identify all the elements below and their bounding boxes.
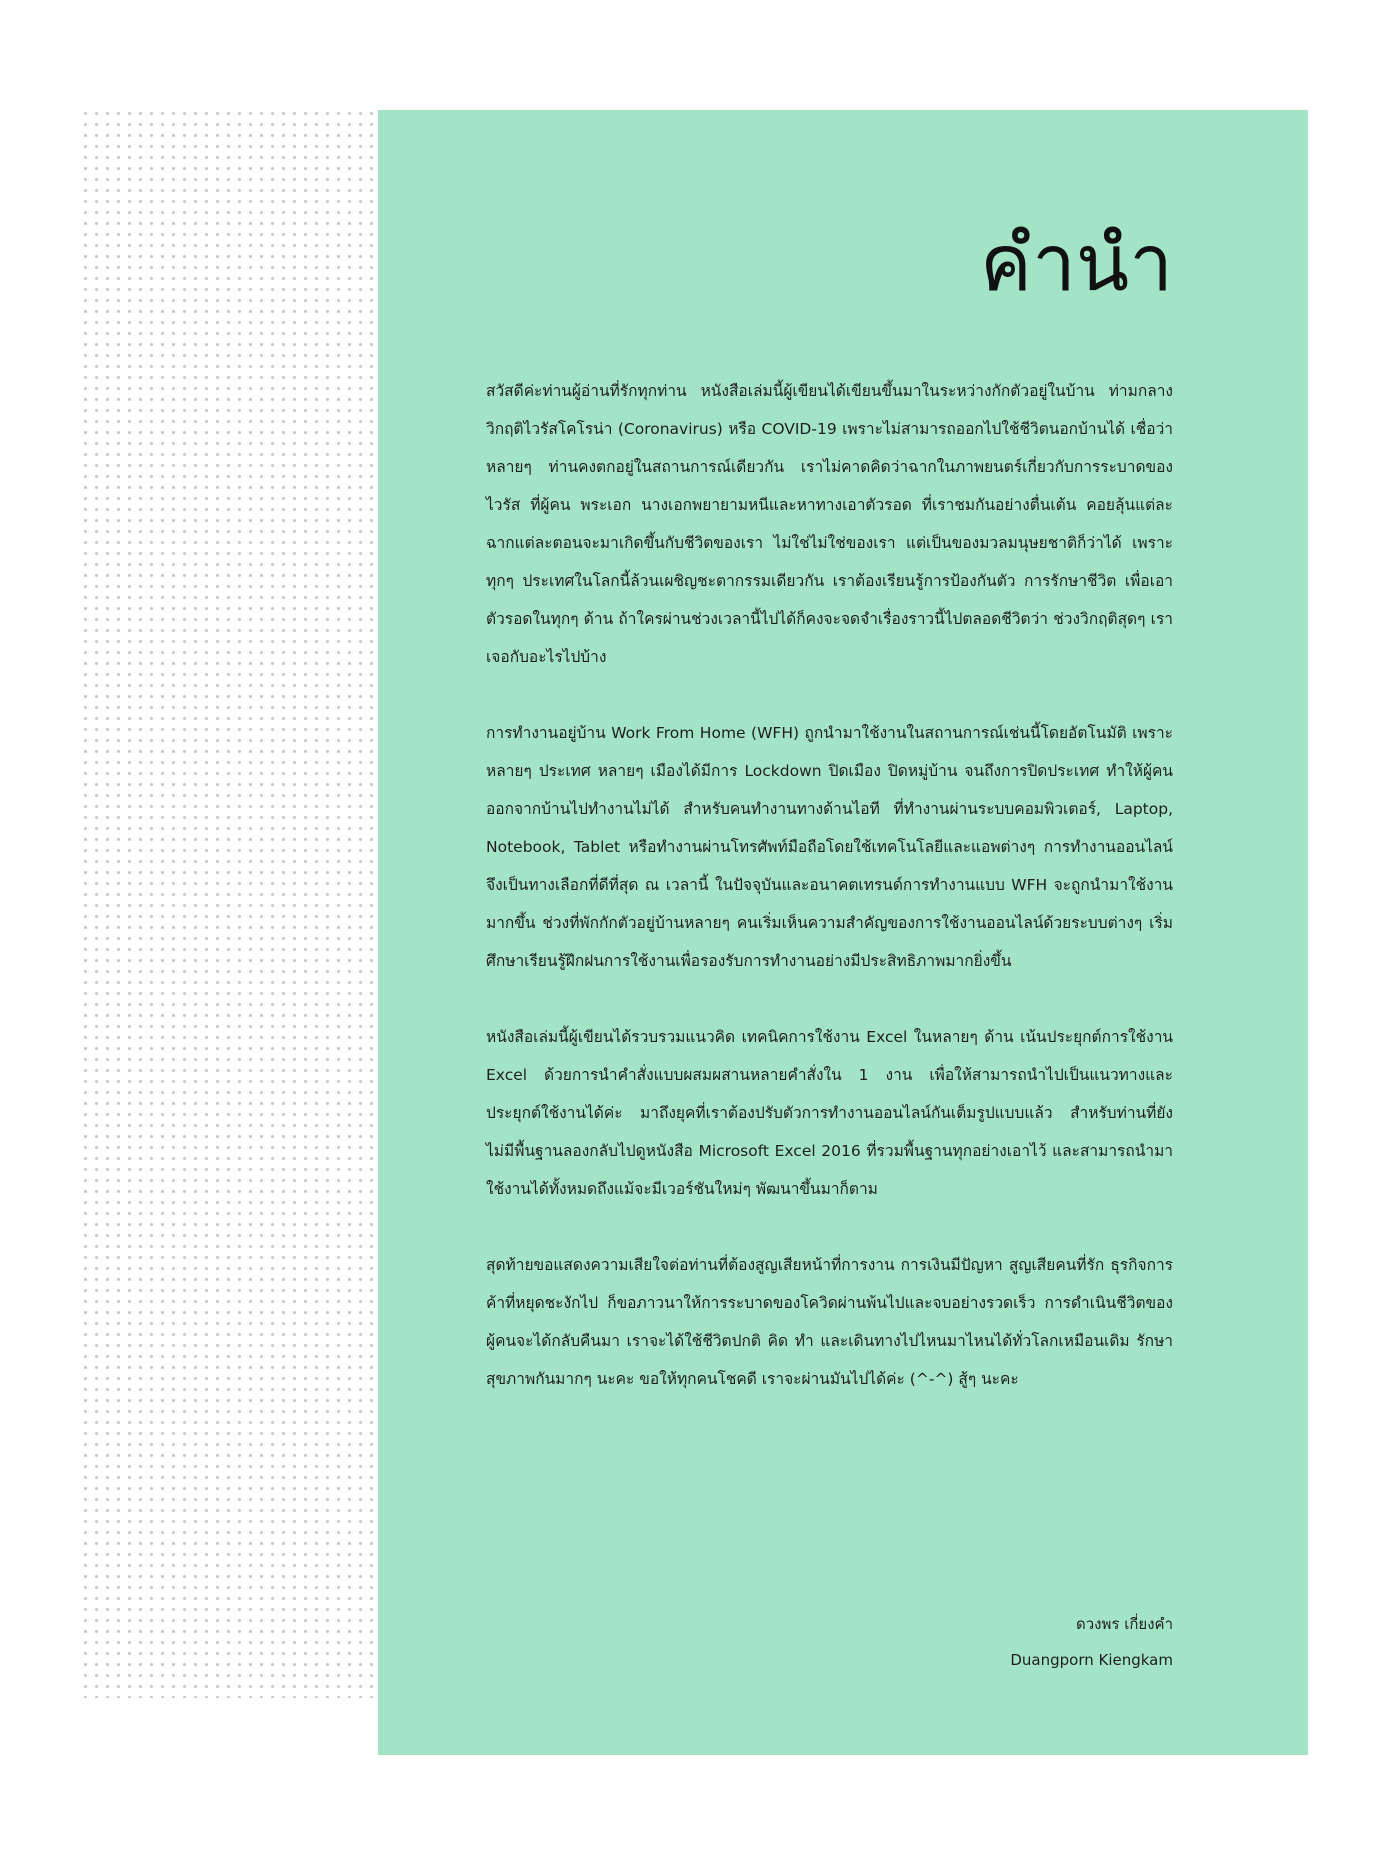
preface-body	[486, 372, 1173, 1436]
page-title: คำนำ	[979, 219, 1173, 309]
preface-paragraph-3: หนังสือเล่มนี้ผู้เขียนได้รวบรวมแนวคิด เทคนิคการใช้งาน Excel ในหลายๆ ด้าน เน้นประยุกต์การใช้งาน Excel ด้วยการนำคำสั่งแบบผสมผสานหลายคำสั่งใน 1 งาน เพื่อให้สามารถนำไปเป็นแนวทางและประยุกต์ใช้งานได้ค่ะ มาถึงยุคที่เราต้องปรับตัวการทำงานออนไลน์กันเต็มรูปแบบแล้ว สำหรับท่านที่ยังไม่มีพื้นฐานลองกลับไปดูหนังสือ Microsoft Excel 2016 ที่รวมพื้นฐานทุกอย่างเอาไว้ และสามารถนำมาใช้งานได้ทั้งหมดถึงแม้จะมีเวอร์ชันใหม่ๆ พัฒนาขึ้นมาก็ตาม	[486, 1028, 1173, 1198]
author-name-english: Duangporn Kiengkam	[1010, 1651, 1173, 1669]
author-signature	[1010, 1606, 1173, 1678]
preface-paragraph-2: การทำงานอยู่บ้าน Work From Home (WFH) ถูกนำมาใช้งานในสถานการณ์เช่นนี้โดยอัตโนมัติ เพราะหลายๆ ประเทศ หลายๆ เมืองได้มีการ Lockdown ปิดเมือง ปิดหมู่บ้าน จนถึงการปิดประเทศ ทำให้ผู้คนออกจากบ้านไปทำงานไม่ได้ สำหรับคนทำงานทางด้านไอที ที่ทำงานผ่านระบบคอมพิวเตอร์, Laptop, Notebook, Tablet หรือทำงานผ่านโทรศัพท์มือถือโดยใช้เทคโนโลยีและแอพต่างๆ การทำงานออนไลน์จึงเป็นทางเลือกที่ดีที่สุด ณ เวลานี้ ในปัจจุบันและอนาคตเทรนด์การทำงานแบบ WFH จะถูกนำมาใช้งานมากขึ้น ช่วงที่พักกักตัวอยู่บ้านหลายๆ คนเริ่มเห็นความสำคัญของการใช้งานออนไลน์ด้วยระบบต่างๆ เริ่มศึกษาเรียนรู้ฝึกฝนการใช้งานเพื่อรองรับการทำงานอย่างมีประสิทธิภาพมากยิ่งขึ้น	[486, 724, 1173, 970]
dot-pattern-panel	[80, 108, 380, 1698]
author-name-thai: ดวงพร เกี่ยงคำ	[1076, 1615, 1173, 1633]
preface-paragraph-1: สวัสดีค่ะท่านผู้อ่านที่รักทุกท่าน หนังสือเล่มนี้ผู้เขียนได้เขียนขึ้นมาในระหว่างกักตัวอยู่ในบ้าน ท่ามกลางวิกฤติไวรัสโคโรน่า (Coronavirus) หรือ COVID-19 เพราะไม่สามารถออกไปใช้ชีวิตนอกบ้านได้ เชื่อว่าหลายๆ ท่านคงตกอยู่ในสถานการณ์เดียวกัน เราไม่คาดคิดว่าฉากในภาพยนตร์เกี่ยวกับการระบาดของไวรัส ที่ผู้คน พระเอก นางเอกพยายามหนีและหาทางเอาตัวรอด ที่เราชมกันอย่างตื่นเต้น คอยลุ้นแต่ละฉากแต่ละตอนจะมาเกิดขึ้นกับชีวิตของเรา ไม่ใช่ไม่ใช่ของเรา แต่เป็นของมวลมนุษยชาติก็ว่าได้ เพราะทุกๆ ประเทศในโลกนี้ล้วนเผชิญชะตากรรมเดียวกัน เราต้องเรียนรู้การป้องกันตัว การรักษาชีวิต เพื่อเอาตัวรอดในทุกๆ ด้าน ถ้าใครผ่านช่วงเวลานี้ไปได้ก็คงจะจดจำเรื่องราวนี้ไปตลอดชีวิตว่า ช่วงวิกฤติสุดๆ เราเจอกับอะไรไปบ้าง	[486, 382, 1173, 666]
preface-panel	[378, 110, 1308, 1755]
preface-paragraph-4: สุดท้ายขอแสดงความเสียใจต่อท่านที่ต้องสูญเสียหน้าที่การงาน การเงินมีปัญหา สูญเสียคนที่รัก ธุรกิจการค้าที่หยุดชะงักไป ก็ขอภาวนาให้การระบาดของโควิดผ่านพ้นไปและจบอย่างรวดเร็ว การดำเนินชีวิตของผู้คนจะได้กลับคืนมา เราจะได้ใช้ชีวิตปกติ คิด ทำ และเดินทางไปไหนมาไหนได้ทั่วโลกเหมือนเดิม รักษาสุขภาพกันมากๆ นะคะ ขอให้ทุกคนโชคดี เราจะผ่านมันไปได้ค่ะ (^-^) สู้ๆ นะคะ	[486, 1256, 1173, 1388]
